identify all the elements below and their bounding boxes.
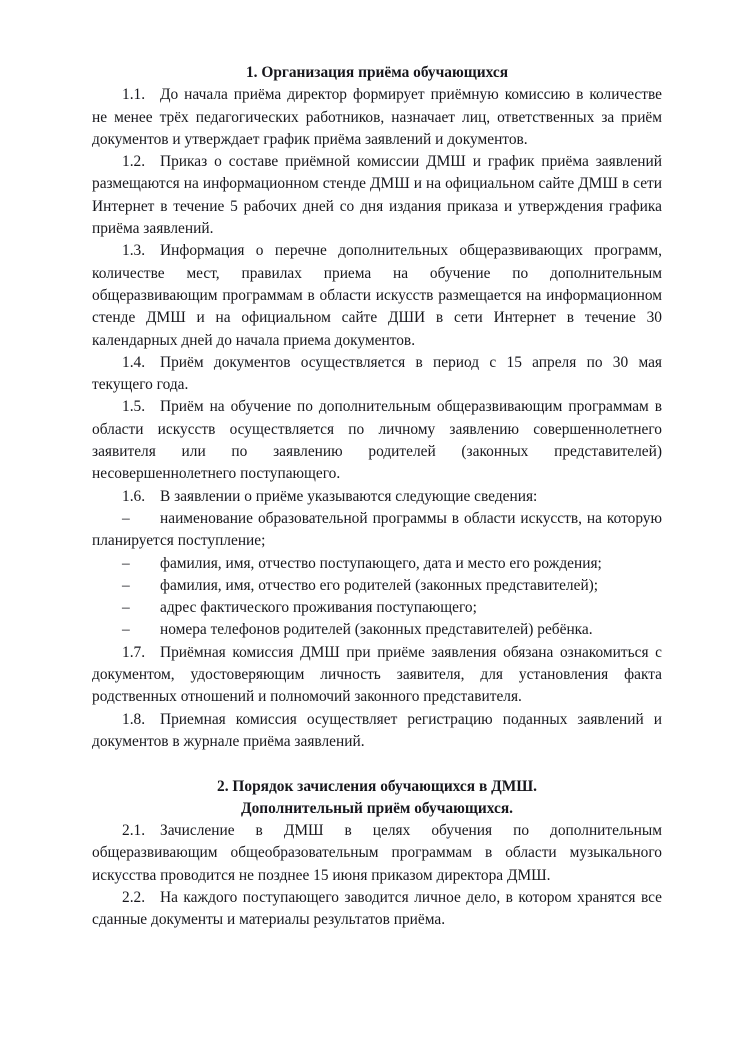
list-item-parents-name [92, 575, 662, 597]
paragraph-text: Информация о перечне дополнительных общеразвивающих программ, количестве мест, правилах приема на обучение по дополнительным общеразвивающим программам в области искусств размещается на информационном стенде ДМШ и на официальном сайте ДШИ в сети Интернет в течение 30 календарных дней до начала приема документов. [92, 242, 662, 349]
paragraph-1-5 [92, 396, 662, 485]
paragraph-number: 2.2. [122, 888, 146, 906]
paragraph-number: 1.1. [122, 86, 146, 104]
list-item-applicant-name [92, 553, 662, 575]
paragraph-text: В заявлении о приёме указываются следующие сведения: [160, 487, 538, 505]
paragraph-number: 1.8. [122, 710, 146, 728]
paragraph-1-2 [92, 151, 662, 240]
paragraph-number: 1.7. [122, 643, 146, 661]
list-item-program-name [92, 508, 662, 553]
section-1-heading: 1. Организация приёма обучающихся [245, 64, 509, 81]
paragraph-number: 2.1. [122, 822, 146, 840]
paragraph-1-1 [92, 84, 662, 151]
section-2 [92, 776, 662, 932]
paragraph-2-2 [92, 887, 662, 932]
section-1 [92, 62, 662, 753]
dash-marker: – [122, 599, 130, 617]
paragraph-1-8 [92, 709, 662, 754]
paragraph-text: На каждого поступающего заводится личное дело, в котором хранятся все сданные документы и материалы результатов приёма. [92, 888, 662, 929]
paragraph-1-4 [92, 352, 662, 397]
paragraph-text: Приказ о составе приёмной комиссии ДМШ и график приёма заявлений размещаются на информационном стенде ДМШ и на официальном сайте ДМШ в сети Интернет в течение 5 рабочих дней со дня издания приказа и утверждения графика приёма заявлений. [92, 153, 662, 238]
paragraph-text: До начала приёма директор формирует приёмную комиссию в количестве не менее трёх педагогических работников, назначает лиц, ответственных за приём документов и утверждает график приёма заявлений и документов. [92, 86, 662, 148]
section-2-heading-line-1: 2. Порядок зачисления обучающихся в ДМШ. [217, 777, 537, 795]
paragraph-text: Зачисление в ДМШ в целях обучения по дополнительным общеразвивающим общеобразовательным программам в области музыкального искусства проводится не позднее 15 июня приказом директора ДМШ. [92, 822, 662, 884]
paragraph-1-6 [92, 486, 662, 508]
paragraph-number: 1.6. [122, 487, 146, 505]
dash-marker: – [122, 621, 130, 639]
list-item-address [92, 597, 662, 619]
section-2-heading-line-2: Дополнительный приём обучающихся. [241, 799, 513, 817]
list-item-text: адрес фактического проживания поступающего; [160, 599, 477, 617]
list-item-text: номера телефонов родителей (законных представителей) ребёнка. [160, 621, 593, 639]
dash-marker: – [122, 554, 130, 572]
paragraph-1-3 [92, 240, 662, 351]
paragraph-number: 1.2. [122, 153, 146, 171]
list-item-text: наименование образовательной программы в области искусств, на которую планируется поступление; [92, 509, 662, 550]
paragraph-text: Приёмная комиссия ДМШ при приёме заявления обязана ознакомиться с документом, удостоверяющим личность заявителя, для установления факта родственных отношений и полномочий законного представителя. [92, 643, 662, 706]
paragraph-2-1 [92, 820, 662, 887]
paragraph-number: 1.3. [122, 242, 146, 260]
paragraph-text: Приём документов осуществляется в период с 15 апреля по 30 мая текущего года. [92, 353, 662, 394]
list-item-phones [92, 619, 662, 641]
paragraph-number: 1.5. [122, 398, 146, 416]
list-item-text: фамилия, имя, отчество поступающего, дата и место его рождения; [160, 554, 602, 572]
paragraph-text: Приемная комиссия осуществляет регистрацию поданных заявлений и документов в журнале приёма заявлений. [92, 710, 662, 750]
dash-marker: – [122, 576, 130, 594]
paragraph-text: Приём на обучение по дополнительным общеразвивающим программам в области искусств осуществляется по личному заявлению совершеннолетнего заявителя или по заявлению родителей (законных представителей) несовершеннолетнего поступающего. [92, 398, 662, 483]
paragraph-number: 1.4. [122, 353, 146, 371]
dash-marker: – [122, 509, 130, 527]
paragraph-1-7 [92, 642, 662, 709]
list-item-text: фамилия, имя, отчество его родителей (законных представителей); [160, 576, 599, 594]
